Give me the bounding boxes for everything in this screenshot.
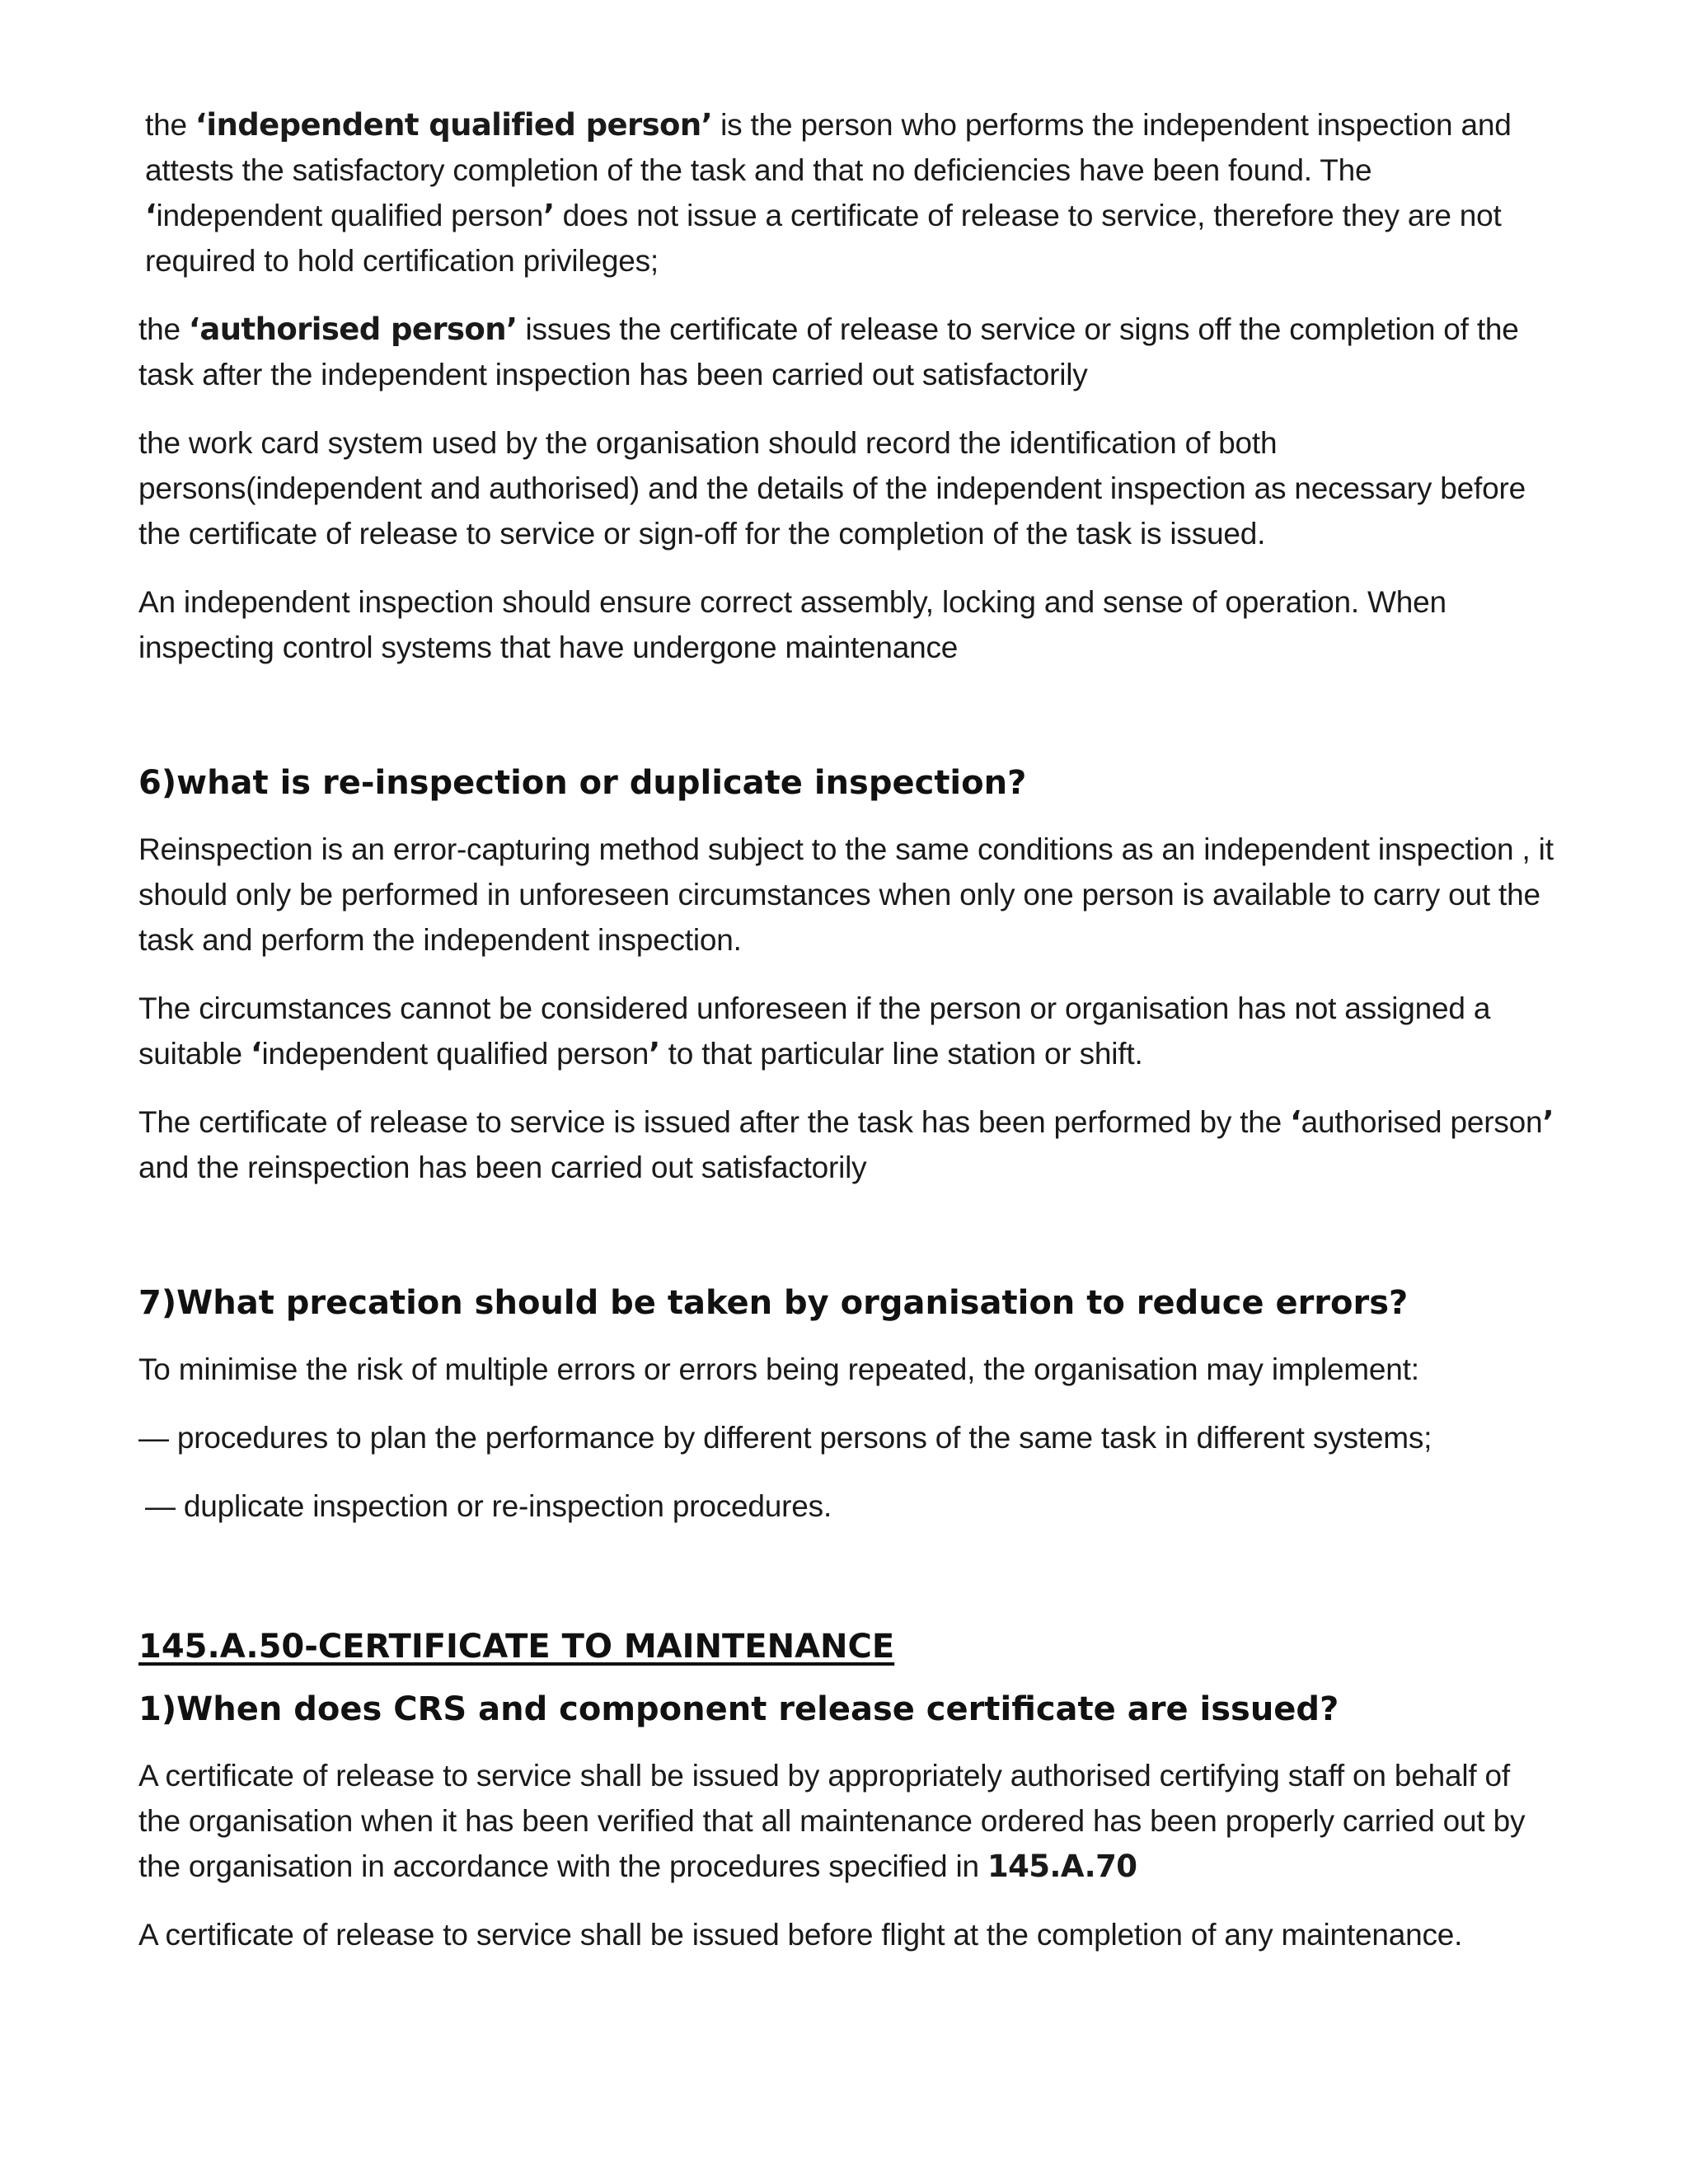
- intro-paragraph-2: [138, 307, 1556, 397]
- text: is the person who performs the independent inspection and attests the satisfactory completion of the task and that no deficiencies have been found. The: [145, 108, 1512, 187]
- q7-paragraph-1: To minimise the risk of multiple errors or errors being repeated, the organisation may implement:: [138, 1352, 1419, 1386]
- text: and the reinspection has been carried out satisfactorily: [138, 1151, 867, 1184]
- text: authorised person: [1301, 1105, 1543, 1139]
- text: does not issue a certificate of release to service, therefore they are not required to hold certification privileges;: [145, 199, 1502, 278]
- section-paragraph-2: A certificate of release to service shall be issued before flight at the completion of any maintenance.: [138, 1918, 1463, 1952]
- text: the: [138, 312, 189, 346]
- spacer: [138, 1552, 1556, 1624]
- reference-145-a-70: 145.A.70: [987, 1849, 1137, 1884]
- term-independent-qualified-person: ‘independent qualified person’: [195, 107, 713, 143]
- term-authorised-person: ‘authorised person’: [188, 312, 518, 347]
- q7-list-item-1: — procedures to plan the performance by different persons of the same task in different systems;: [138, 1421, 1432, 1455]
- document-page: [138, 102, 1556, 1980]
- section-heading: 145.A.50-CERTIFICATE TO MAINTENANCE: [138, 1628, 895, 1666]
- section-question-1-heading: 1)When does CRS and component release certificate are issued?: [138, 1690, 1339, 1728]
- spacer: [138, 1213, 1556, 1281]
- intro-paragraph-1: [138, 102, 1556, 284]
- text: The circumstances cannot be considered unforeseen if the person or organisation has not assigned a suitable: [138, 991, 1491, 1071]
- text: to that particular line station or shift.: [659, 1037, 1143, 1071]
- text: independent qualified person: [261, 1037, 649, 1071]
- q6-paragraph-1: Reinspection is an error-capturing method subject to the same conditions as an independent inspection , it should only be performed in unforeseen circumstances when only one person is available to carry out the task and perform the independent inspection.: [138, 832, 1554, 957]
- section-paragraph-1: [138, 1753, 1556, 1889]
- close-quote: ’: [1542, 1104, 1554, 1140]
- text: independent qualified person: [156, 199, 544, 232]
- close-quote: ’: [649, 1036, 660, 1071]
- intro-paragraph-3: the work card system used by the organisation should record the identification of both persons(independent and authorised) and the details of the independent inspection as necessary before the certificate of release to service or sign-off for the completion of the task is issued.: [138, 426, 1526, 551]
- spacer: [138, 693, 1556, 761]
- question-6-heading: 6)what is re-inspection or duplicate inspection?: [138, 764, 1027, 802]
- open-quote: ‘: [251, 1036, 262, 1071]
- text: the: [145, 108, 195, 142]
- text: issues the certificate of release to service or signs off the completion of the task after the independent inspection has been carried out satisfactorily: [138, 312, 1519, 391]
- question-7-heading: 7)What precation should be taken by organisation to reduce errors?: [138, 1284, 1409, 1322]
- text: A certificate of release to service shall be issued by appropriately authorised certifying staff on behalf of the organisation when it has been verified that all maintenance ordered has been properly carried out by the organisation in accordance with the procedures specified in: [138, 1759, 1526, 1883]
- intro-paragraph-4: An independent inspection should ensure correct assembly, locking and sense of operation. When inspecting control systems that have undergone maintenance: [138, 585, 1447, 664]
- close-quote: ’: [543, 198, 555, 233]
- open-quote: ‘: [145, 198, 157, 233]
- text: The certificate of release to service is issued after the task has been performed by the: [138, 1105, 1291, 1139]
- q6-paragraph-3: [138, 1099, 1556, 1190]
- q7-list-item-2: — duplicate inspection or re-inspection procedures.: [145, 1489, 832, 1523]
- open-quote: ‘: [1290, 1104, 1301, 1140]
- q6-paragraph-2: [138, 986, 1556, 1076]
